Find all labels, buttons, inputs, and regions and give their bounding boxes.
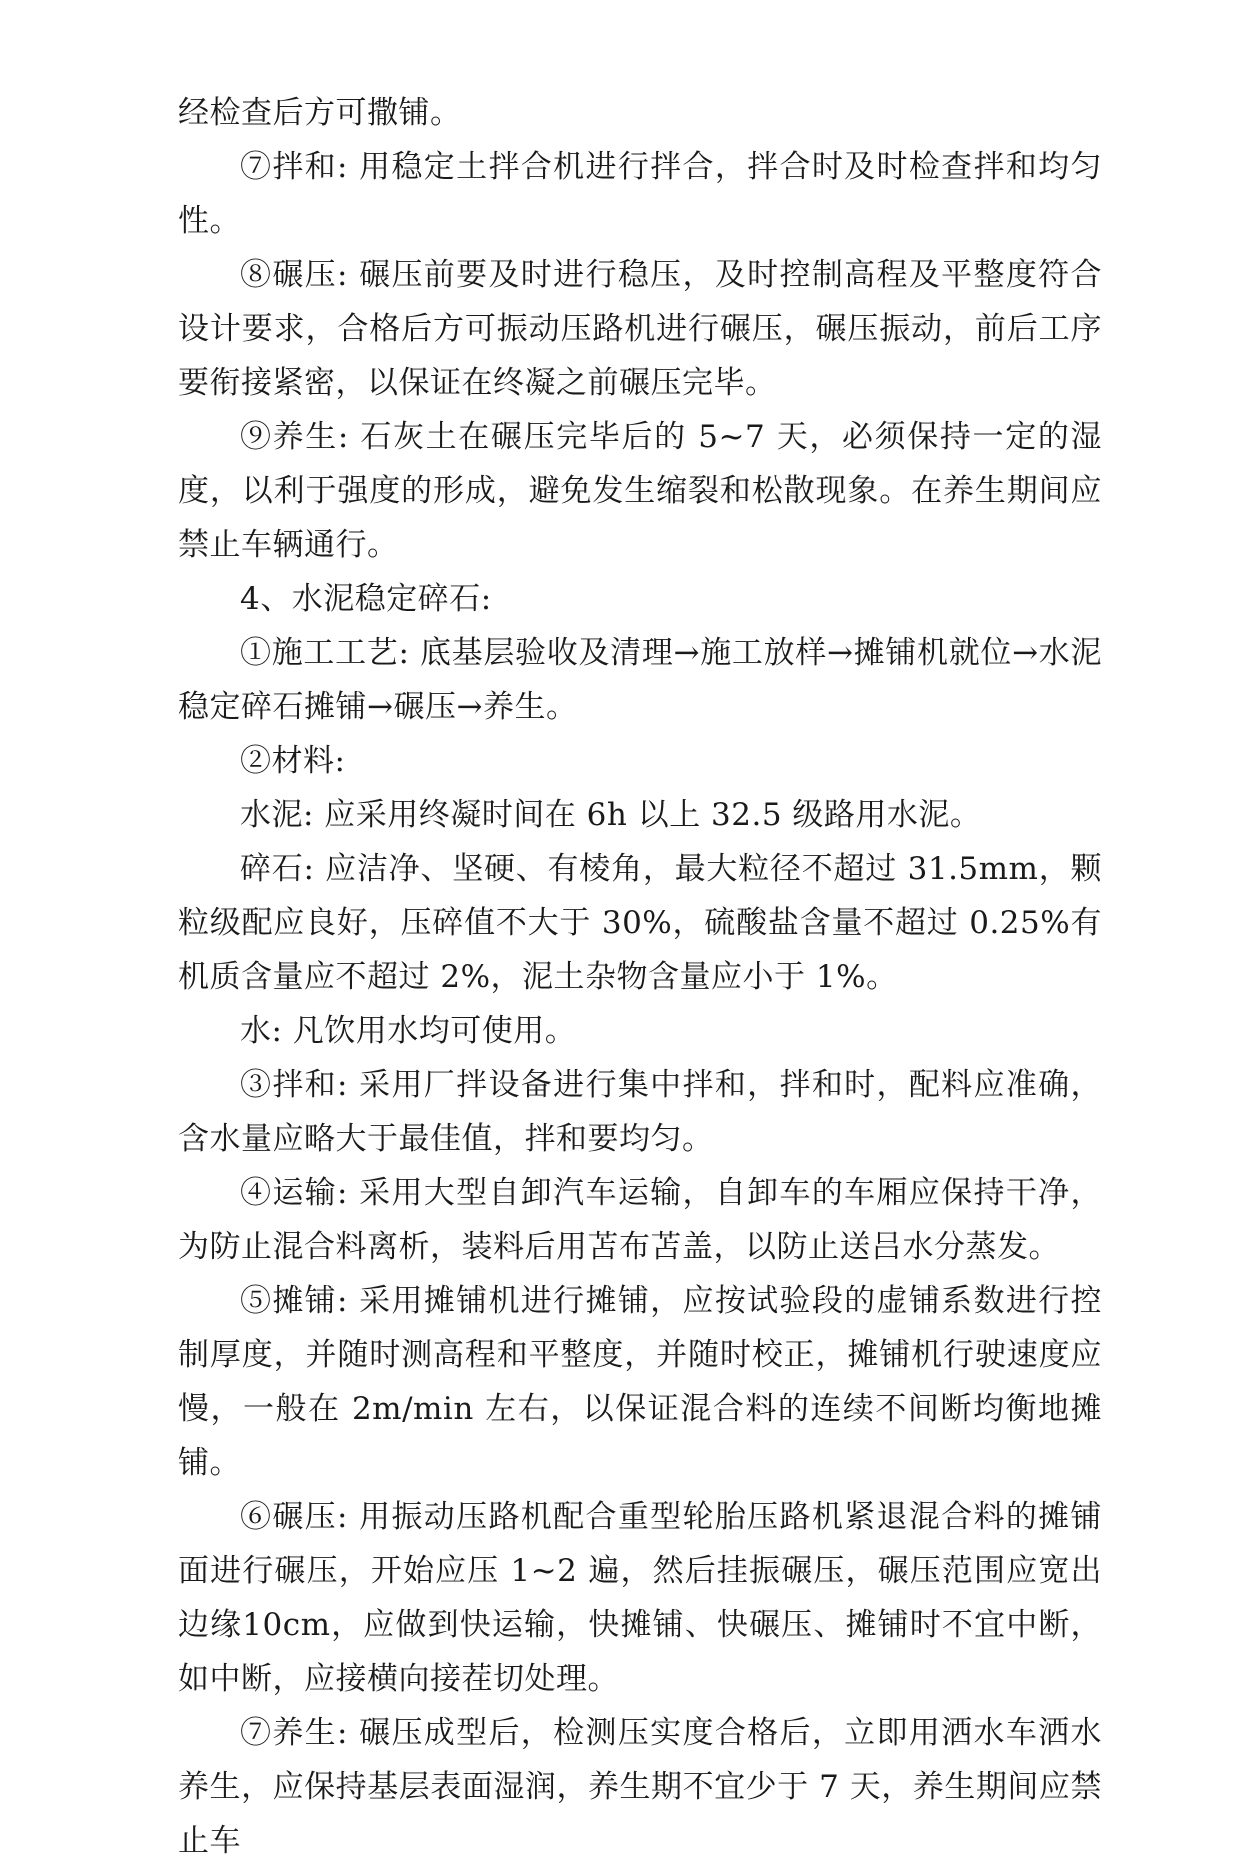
paragraph-step-3-mixing: ③拌和: 采用厂拌设备进行集中拌和，拌和时，配料应准确，含水量应略大于最佳值，拌和要均匀。 [178,1067,1102,1157]
paragraph-step-5-paving: ⑤摊铺: 采用摊铺机进行摊铺，应按试验段的虚铺系数进行控制厚度，并随时测高程和平整度，并随时校正，摊铺机行驶速度应慢，一般在 2m/min 左右，以保证混合料的连续不间断均衡地摊铺。 [178,1283,1102,1481]
paragraph-materials-heading: ②材料: [240,743,346,779]
paragraph-step-6-rolling: ⑥碾压: 用振动压路机配合重型轮胎压路机紧退混合料的摊铺面进行碾压，开始应压 1~2 遍，然后挂振碾压，碾压范围应宽出边缘10cm，应做到快运输，快摊铺、快碾压、摊铺时不宜中断，如中断，应接横向接茬切处理。 [178,1499,1102,1697]
document-body [178,86,1102,1868]
paragraph-water: 水: 凡饮用水均可使用。 [240,1013,577,1049]
paragraph-step-7-curing: ⑦养生: 碾压成型后，检测压实度合格后，立即用洒水车洒水养生，应保持基层表面湿润，养生期不宜少于 7 天，养生期间应禁止车 [178,1715,1102,1859]
paragraph-gravel: 碎石: 应洁净、坚硬、有棱角，最大粒径不超过 31.5mm，颗粒级配应良好，压碎值不大于 30%，硫酸盐含量不超过 0.25%有机质含量应不超过 2%，泥土杂物含量应小于 1%。 [178,851,1102,995]
paragraph-step-7-mixing: ⑦拌和: 用稳定土拌合机进行拌合，拌合时及时检查拌和均匀性。 [178,149,1102,239]
paragraph-step-8-rolling: ⑧碾压: 碾压前要及时进行稳压，及时控制高程及平整度符合设计要求，合格后方可振动压路机进行碾压，碾压振动，前后工序要衔接紧密，以保证在终凝之前碾压完毕。 [178,257,1102,401]
paragraph-continuation: 经检查后方可撒铺。 [178,95,462,131]
paragraph-step-9-curing: ⑨养生: 石灰土在碾压完毕后的 5~7 天，必须保持一定的湿度，以利于强度的形成，避免发生缩裂和松散现象。在养生期间应禁止车辆通行。 [178,419,1102,563]
paragraph-construction-process: ①施工工艺: 底基层验收及清理→施工放样→摊铺机就位→水泥稳定碎石摊铺→碾压→养生。 [178,635,1102,725]
paragraph-cement: 水泥: 应采用终凝时间在 6h 以上 32.5 级路用水泥。 [240,797,982,833]
paragraph-step-4-transport: ④运输: 采用大型自卸汽车运输，自卸车的车厢应保持干净，为防止混合料离析，装料后用苫布苫盖，以防止送吕水分蒸发。 [178,1175,1102,1265]
section-heading-cement-stabilized-gravel: 4、水泥稳定碎石: [240,581,492,617]
